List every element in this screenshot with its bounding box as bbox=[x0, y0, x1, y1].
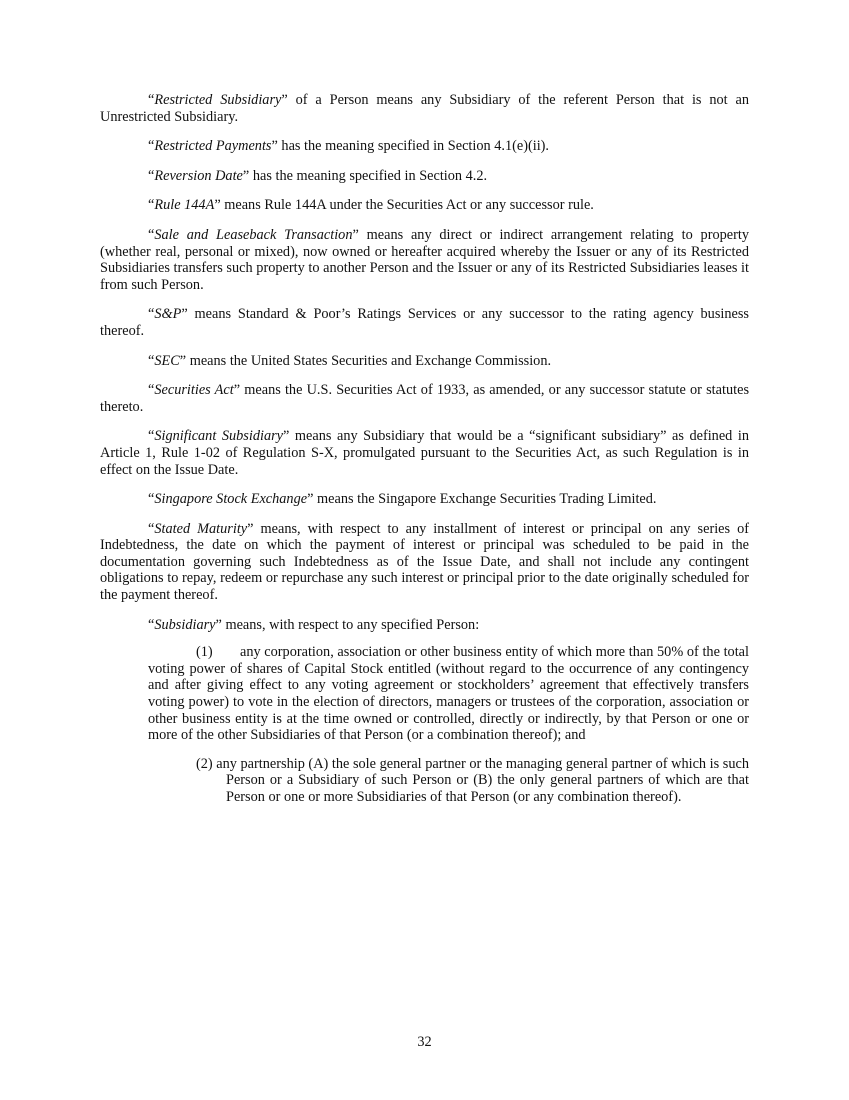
definition-stated-maturity: “Stated Maturity” means, with respect to any installment of interest or principal on any series of Indebtedness, the date on which the payment of interest or principal was scheduled to be paid in the documentation governing such Indebtedness as of the Issue Date, and shall not include any contingent obligations to repay, redeem or repurchase any such interest or principal prior to the date originally scheduled for the payment thereof. bbox=[100, 520, 749, 604]
defined-term: Rule 144A bbox=[154, 197, 215, 214]
definition-text: means Standard & Poor’s Ratings Services or any successor to the rating agency business thereof. bbox=[100, 306, 749, 339]
definition-sec: “SEC” means the United States Securities and Exchange Commission. bbox=[148, 352, 552, 369]
clause-text: any partnership (A) the sole general partner or the managing general partner of which is such Person or a Subsidiary of such Person or (B) the only general partners of which are that Person or one or more Subsidiaries of that Person (or any combination thereof). bbox=[216, 755, 750, 805]
definition-text: means the U.S. Securities Act of 1933, as amended, or any successor statute or statutes thereto. bbox=[100, 382, 750, 415]
page-number: 32 bbox=[417, 1034, 432, 1050]
subsidiary-clause-2 bbox=[196, 756, 749, 806]
definition-restricted-payments: “Restricted Payments” has the meaning specified in Section 4.1(e)(ii). bbox=[148, 138, 550, 155]
definition-reversion-date: “Reversion Date” has the meaning specified in Section 4.2. bbox=[148, 167, 488, 184]
definition-rule-144a: “Rule 144A” means Rule 144A under the Securities Act or any successor rule. bbox=[148, 197, 594, 214]
defined-term: Sale and Leaseback Transaction bbox=[154, 226, 353, 243]
definition-text: means Rule 144A under the Securities Act or any successor rule. bbox=[220, 197, 594, 214]
definition-text: has the meaning specified in Section 4.2. bbox=[249, 167, 488, 184]
clause-text: any corporation, association or other business entity of which more than 50% of the total voting power of shares of Capital Stock entitled (without regard to the occurrence of any contingency and after giving effect to any voting agreement or stockholders’ agreement that effectively transfers voting power) to vote in the election of directors, managers or trustees of the corporation, association or other business entity is at the time owned or controlled, directly or indirectly, by that Person or one or more of the other Subsidiaries of that Person (or a combination thereof); and bbox=[148, 644, 749, 744]
defined-term: Reversion Date bbox=[154, 167, 243, 184]
defined-term: Restricted Payments bbox=[154, 138, 272, 155]
defined-term: Stated Maturity bbox=[154, 520, 248, 537]
defined-term: Securities Act bbox=[154, 382, 234, 399]
definition-text: means any Subsidiary that would be a “significant subsidiary” as defined in Article 1, Rule 1-02 of Regulation S-X, promulgated pursuant to the Securities Act, as such Regulation is in effect on the Issue Date. bbox=[100, 428, 749, 478]
defined-term: Singapore Stock Exchange bbox=[154, 491, 308, 508]
definition-text: has the meaning specified in Section 4.1(e)(ii). bbox=[277, 138, 550, 155]
definition-subsidiary: “Subsidiary” means, with respect to any specified Person: bbox=[148, 616, 480, 633]
definition-text: means, with respect to any installment of interest or principal on any series of Indebtedness, the date on which the payment of interest or principal was scheduled to be paid in the documentation governing such Indebtedness as of the Issue Date, and shall not include any contingent obligations to repay, redeem or repurchase any such interest or principal prior to the date originally scheduled for the payment thereof. bbox=[100, 520, 749, 604]
definition-text: means, with respect to any specified Person: bbox=[221, 616, 480, 633]
defined-term: SEC bbox=[154, 352, 180, 369]
definition-text: means the Singapore Exchange Securities Trading Limited. bbox=[313, 491, 657, 508]
definition-s-and-p: “S&P” means Standard & Poor’s Ratings Services or any successor to the rating agency business thereof. bbox=[100, 306, 749, 339]
defined-term: Restricted Subsidiary bbox=[154, 92, 282, 108]
definition-securities-act: “Securities Act” means the U.S. Securities Act of 1933, as amended, or any successor statute or statutes thereto. bbox=[100, 382, 750, 415]
definition-text: means the United States Securities and Exchange Commission. bbox=[186, 352, 552, 369]
definition-sale-and-leaseback: “Sale and Leaseback Transaction” means any direct or indirect arrangement relating to property (whether real, personal or mixed), now owned or hereafter acquired whereby the Issuer or any of its Restricted Subsidiaries transfers such property to another Person and the Issuer or any of its Restricted Subsidiaries leases it from such Person. bbox=[100, 226, 749, 293]
defined-term: Subsidiary bbox=[154, 616, 216, 633]
defined-term: Significant Subsidiary bbox=[154, 428, 284, 445]
definition-text: means any direct or indirect arrangement relating to property (whether real, personal or mixed), now owned or hereafter acquired whereby the Issuer or any of its Restricted Subsidiaries transfers such property to another Person and the Issuer or any of its Restricted Subsidiaries leases it from such Person. bbox=[100, 226, 749, 293]
definition-restricted-subsidiary: “Restricted Subsidiary” of a Person means any Subsidiary of the referent Person that is not an Unrestricted Subsidiary. bbox=[100, 92, 750, 125]
defined-term: S&P bbox=[154, 306, 182, 323]
definition-singapore-stock-exchange: “Singapore Stock Exchange” means the Singapore Exchange Securities Trading Limited. bbox=[148, 491, 657, 508]
clause-number: (1) bbox=[196, 644, 213, 661]
subsidiary-clause-1 bbox=[148, 644, 749, 744]
definition-text: of a Person means any Subsidiary of the referent Person that is not an Unrestricted Subsidiary. bbox=[100, 92, 750, 125]
definition-significant-subsidiary: “Significant Subsidiary” means any Subsidiary that would be a “significant subsidiary” as defined in Article 1, Rule 1-02 of Regulation S-X, promulgated pursuant to the Securities Act, as such Regulation is in effect on the Issue Date. bbox=[100, 428, 749, 478]
definitions-body bbox=[100, 92, 749, 806]
clause-number: (2) bbox=[196, 755, 213, 772]
